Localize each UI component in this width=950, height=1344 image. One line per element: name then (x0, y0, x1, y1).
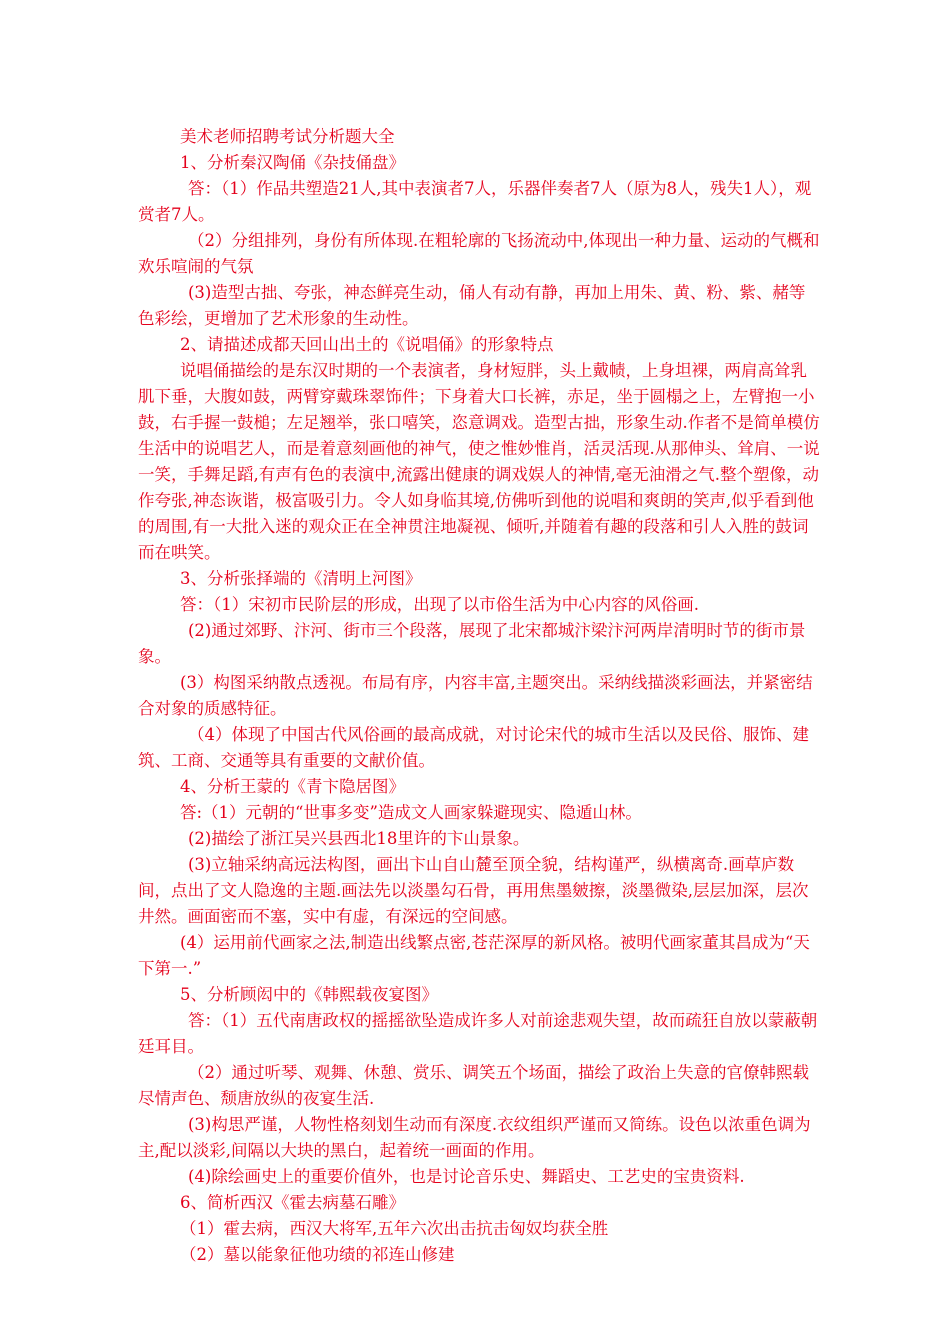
answer-paragraph: 答：（1）作品共塑造21人,其中表演者7人，乐器伴奏者7人（原为8人，残失1人），观赏者7人。 (138, 179, 812, 224)
answer-paragraph: （4）体现了中国古代风俗画的最高成就，对讨论宋代的城市生活以及民俗、服饰、建筑、工商、交通等具有重要的文献价值。 (138, 725, 809, 770)
answer-paragraph: 答：（1）宋初市民阶层的形成，出现了以市俗生活为中心内容的风俗画. (180, 595, 699, 614)
answer-paragraph: （2）墓以能象征他功绩的祁连山修建 (180, 1245, 455, 1264)
answer-paragraph: 说唱俑描绘的是东汉时期的一个表演者，身材短胖，头上戴帻，上身坦裸，两肩高耸乳肌下垂，大腹如鼓，两臂穿戴珠翠饰件；下身着大口长裤，赤足，坐于圆榻之上，左臂抱一小鼓，右手握一鼓槌；左足翘举，张口嘻笑，恣意调戏。造型古拙，形象生动.作者不是简单模仿生活中的说唱艺人，而是着意刻画他的神气，使之惟妙惟肖，活灵活现.从那伸头、耸肩、一说一笑，手舞足蹈,有声有色的表演中,流露出健康的调戏娱人的神情,毫无油滑之气.整个塑像，动作夸张,神态诙谐，极富吸引力。令人如身临其境,仿佛听到他的说唱和爽朗的笑声,似乎看到他的周围,有一大批入迷的观众正在全神贯注地凝视、倾听,并随着有趣的段落和引人入胜的鼓词而在哄笑。 (138, 361, 820, 562)
answer-paragraph: (4）运用前代画家之法,制造出线繁点密,苍茫深厚的新风格。被明代画家董其昌成为“天下第一.” (138, 933, 810, 978)
answer-paragraph: 答:（1）元朝的“世事多变”造成文人画家躲避现实、隐遁山林。 (180, 803, 642, 822)
answer-paragraph: （2）通过听琴、观舞、休憩、赏乐、调笑五个场面，描绘了政治上失意的官僚韩熙载尽情声色、颓唐放纵的夜宴生活. (138, 1063, 809, 1108)
document-title: 美术老师招聘考试分析题大全 (180, 127, 395, 146)
question-heading: 4、分析王蒙的《青卞隐居图》 (180, 777, 405, 796)
question-heading: 3、分析张择端的《清明上河图》 (180, 569, 422, 588)
answer-paragraph: (3)造型古拙、夸张，神态鲜亮生动，俑人有动有静，再加上用朱、黄、粉、紫、赭等色彩绘，更增加了艺术形象的生动性。 (138, 283, 806, 328)
answer-paragraph: （1）霍去病，西汉大将军,五年六次出击抗击匈奴均获全胜 (180, 1219, 609, 1238)
question-heading: 5、分析顾闳中的《韩熙载夜宴图》 (180, 985, 438, 1004)
answer-paragraph: (3)构思严谨，人物性格刻划生动而有深度.衣纹组织严谨而又简练。设色以浓重色调为主,配以淡彩,间隔以大块的黑白，起着统一画面的作用。 (138, 1115, 811, 1160)
question-heading: 2、请描述成都天回山出土的《说唱俑》的形象特点 (180, 335, 554, 354)
answer-paragraph: (2)描绘了浙江吴兴县西北18里许的卞山景象。 (188, 829, 530, 848)
document-body (138, 124, 820, 1268)
question-heading: 6、简析西汉《霍去病墓石雕》 (180, 1193, 405, 1212)
question-heading: 1、分析秦汉陶俑《杂技俑盘》 (180, 153, 405, 172)
answer-paragraph: （2）分组排列，身份有所体现.在粗轮廓的飞扬流动中,体现出一种力量、运动的气概和欢乐喧闹的气氛 (138, 231, 820, 276)
answer-paragraph: (3)立轴采纳高远法构图，画出卞山自山麓至顶全貌，结构谨严，纵横离奇.画草庐数间，点出了文人隐逸的主题.画法先以淡墨勾石骨，再用焦墨皴擦，淡墨微染,层层加深，层次井然。画面密而不塞，实中有虚，有深远的空间感。 (138, 855, 809, 926)
answer-paragraph: (4)除绘画史上的重要价值外，也是讨论音乐史、舞蹈史、工艺史的宝贵资料. (188, 1167, 745, 1186)
answer-paragraph: (2)通过郊野、汴河、街市三个段落，展现了北宋都城汴梁汴河两岸清明时节的街市景象。 (138, 621, 806, 666)
answer-paragraph: (3）构图采纳散点透视。布局有序，内容丰富,主题突出。采纳线描淡彩画法，并紧密结合对象的质感特征。 (138, 673, 813, 718)
answer-paragraph: 答：（1）五代南唐政权的摇摇欲坠造成许多人对前途悲观失望，故而疏狂自放以蒙蔽朝廷耳目。 (138, 1011, 818, 1056)
